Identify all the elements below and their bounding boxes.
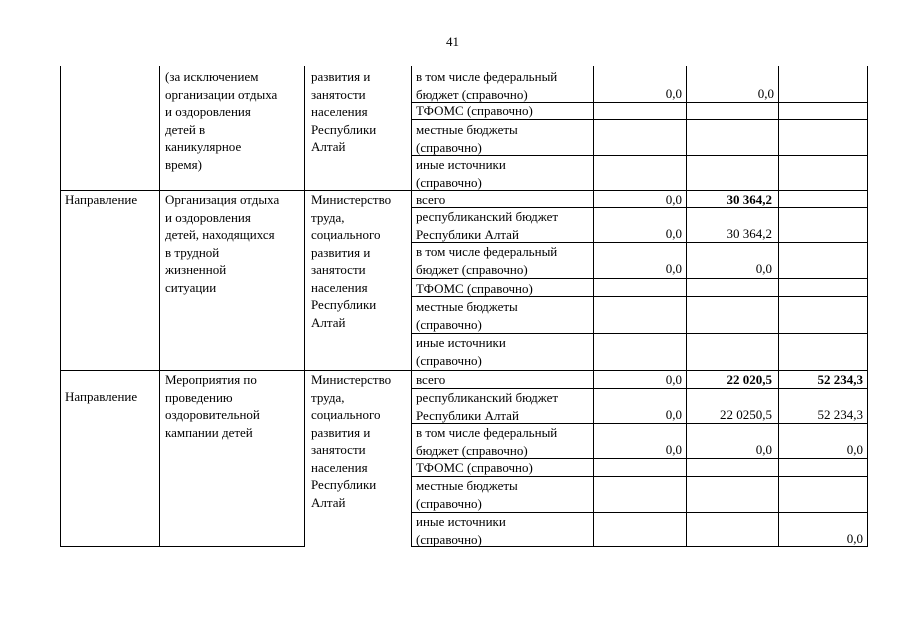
source-cell: иные источники (справочно) xyxy=(416,514,506,547)
table-border-bottom xyxy=(60,546,305,547)
column-divider xyxy=(686,66,687,547)
table-border-left xyxy=(60,66,61,547)
direction-cell: Направление xyxy=(65,389,138,404)
source-cell: местные бюджеты (справочно) xyxy=(416,478,518,511)
source-cell: в том числе федеральный бюджет (справочно) xyxy=(416,425,558,458)
table-border-right xyxy=(867,66,868,547)
value-cell: 0,0 xyxy=(846,442,863,457)
value-cell: 0,0 xyxy=(665,261,682,276)
direction-cell: Направление xyxy=(65,192,138,207)
value-cell: 0,0 xyxy=(665,442,682,457)
value-cell-total: 52 234,3 xyxy=(817,372,863,387)
value-cell: 0,0 xyxy=(665,372,682,387)
executor-cell: Министерство труда, социального развития и занятости населения Республики Алтай xyxy=(311,192,392,330)
page-number: 41 xyxy=(446,34,459,49)
value-cell-total: 22 020,5 xyxy=(726,372,772,387)
column-divider xyxy=(593,66,594,547)
value-cell: 52 234,3 xyxy=(817,407,863,422)
executor-cell: Министерство труда, социального развития и занятости населения Республики Алтай xyxy=(311,372,392,510)
value-cell: 0,0 xyxy=(665,407,682,422)
value-cell: 0,0 xyxy=(665,226,682,241)
value-cell: 0,0 xyxy=(757,86,774,101)
source-cell: ТФОМС (справочно) xyxy=(416,281,533,296)
column-divider xyxy=(159,66,160,547)
value-cell: 30 364,2 xyxy=(726,226,772,241)
column-divider xyxy=(778,66,779,547)
source-cell: в том числе федеральный бюджет (справочно) xyxy=(416,244,558,277)
source-cell: местные бюджеты (справочно) xyxy=(416,299,518,332)
source-cell: ТФОМС (справочно) xyxy=(416,103,533,118)
source-cell: в том числе федеральный бюджет (справочно) xyxy=(416,69,558,102)
source-cell: ТФОМС (справочно) xyxy=(416,460,533,475)
source-cell: иные источники (справочно) xyxy=(416,157,506,190)
event-cell: Организация отдыха и оздоровления детей, находящихся в трудной жизненной ситуации xyxy=(165,192,280,295)
source-cell: местные бюджеты (справочно) xyxy=(416,122,518,155)
value-cell: 0,0 xyxy=(755,442,772,457)
value-cell: 0,0 xyxy=(665,86,682,101)
source-cell: всего xyxy=(416,192,446,207)
value-cell: 0,0 xyxy=(665,192,682,207)
source-cell: иные источники (справочно) xyxy=(416,335,506,368)
value-cell-total: 30 364,2 xyxy=(726,192,772,207)
event-cell: Мероприятия по проведению оздоровительной кампании детей xyxy=(165,372,260,440)
column-divider xyxy=(304,66,305,547)
source-cell: республиканский бюджет Республики Алтай xyxy=(416,209,559,242)
executor-cell: развития и занятости населения Республики Алтай xyxy=(311,69,377,154)
value-cell: 0,0 xyxy=(755,261,772,276)
value-cell: 22 0250,5 xyxy=(720,407,772,422)
source-cell: республиканский бюджет Республики Алтай xyxy=(416,390,559,423)
event-cell: (за исключением организации отдыха и оздоровления детей в каникулярное время) xyxy=(165,69,278,172)
row-divider xyxy=(411,278,868,279)
column-divider xyxy=(411,66,412,547)
source-cell: всего xyxy=(416,372,446,387)
value-cell: 0,0 xyxy=(846,531,863,546)
